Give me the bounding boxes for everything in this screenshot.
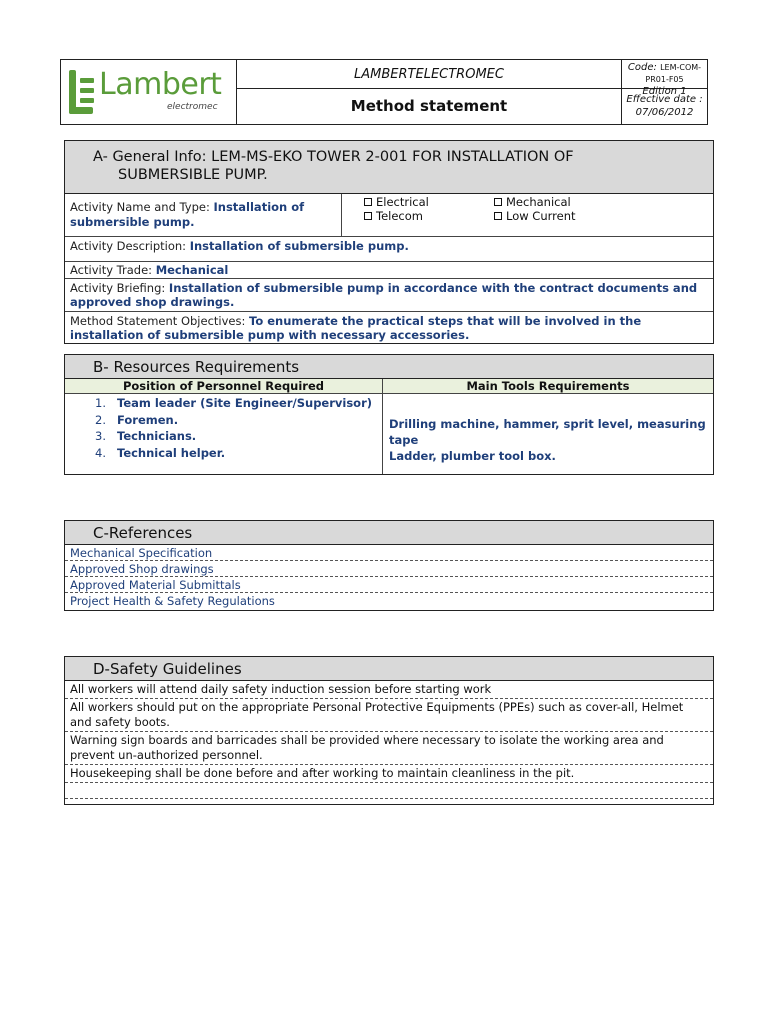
section-references [64,520,714,611]
activity-type-checkboxes [342,194,713,236]
checkbox-electrical-label: Electrical [376,195,429,209]
list-item: 2. Foremen. [95,412,179,427]
document-header [60,59,708,125]
activity-name-type: Activity Name and Type: Installation of submersible pump. [65,194,342,236]
checkbox-electrical[interactable] [364,195,429,209]
reference-item: Project Health & Safety Regulations [70,594,275,608]
code-label: Code: [627,62,657,73]
company-logo [67,66,233,118]
activity-trade-row [65,262,713,279]
section-d-heading: D-Safety Guidelines [65,657,713,681]
activity-briefing-row [65,279,713,312]
objectives-label: Method Statement Objectives: [70,314,250,328]
column-header-personnel: Position of Personnel Required [65,379,383,393]
title-cell [237,60,622,124]
checkbox-mechanical[interactable] [494,195,571,209]
section-a-heading [65,141,713,194]
checkbox-icon [364,212,372,220]
document-title: Method statement [350,97,508,115]
safety-empty-row [65,783,713,799]
activity-trade-label: Activity Trade: [70,263,156,277]
safety-item: All workers will attend daily safety induction session before starting work [65,681,713,699]
safety-item: Housekeeping shall be done before and after working to maintain cleanliness in the pit. [65,765,713,783]
effective-date-value: 07/06/2012 [635,107,694,118]
section-c-heading: C-References [65,521,713,545]
column-header-tools: Main Tools Requirements [466,379,630,393]
activity-name-type-label: Activity Name and Type: [70,200,214,214]
activity-description-row [65,237,713,262]
objectives-row [65,312,713,343]
checkbox-icon [494,198,502,206]
logo-wordmark: Lambert [99,67,222,102]
logo-cell [61,60,237,124]
lambert-logo-icon [67,68,97,116]
activity-description-value: Installation of submersible pump. [189,239,409,253]
checkbox-icon [494,212,502,220]
section-b-heading: B- Resources Requirements [65,355,713,379]
code-cell [622,60,707,124]
activity-name-type-value-2: submersible pump [70,215,191,229]
reference-item: Approved Material Submittals [65,577,713,593]
resources-body [65,394,713,474]
activity-name-type-row [65,194,713,237]
list-item: 3. Technicians. [95,429,197,443]
edition: Edition 1 [642,86,687,97]
resources-column-headers [65,379,713,394]
list-item: 1. Team leader (Site Engineer/Supervisor) [95,396,373,410]
company-name: LAMBERTELECTROMEC [237,60,621,89]
tools-line-2: Ladder, plumber tool box. [389,449,556,463]
code-block [622,60,707,97]
checkbox-telecom[interactable] [364,209,423,223]
tools-cell [383,394,713,474]
section-safety-guidelines [64,656,714,805]
safety-item: Warning sign boards and barricades shall be provided where necessary to isolate the working area and prevent un-authorized personnel. [65,732,713,765]
effective-date-block [622,89,707,124]
list-item: 4. Technical helper. [95,445,226,460]
objectives-value: To enumerate the practical steps that will be involved in the installation of submersible pump with necessary accessories. [70,314,642,342]
checkbox-icon [364,198,372,206]
safety-item: All workers should put on the appropriate Personal Protective Equipments (PPEs) such as cover-all, Helmet and safety boots. [65,699,713,732]
section-resources [64,354,714,475]
activity-name-type-value-1: Installation of [213,200,305,214]
reference-item: Approved Shop drawings [65,561,713,577]
activity-briefing-value: Installation of submersible pump in accordance with the contract documents and approved shop drawings. [70,281,698,309]
checkbox-mechanical-label: Mechanical [506,195,571,209]
tools-line-1: Drilling machine, hammer, sprit level, measuring tape [389,417,706,447]
activity-trade-value: Mechanical [155,263,229,277]
code-value: LEM-COM-PR01-F05 [645,63,702,84]
checkbox-low-current-label: Low Current [506,209,576,223]
personnel-list-cell [65,394,383,474]
logo-subtitle: electromec [167,102,218,112]
section-general-info [64,140,714,344]
activity-description-label: Activity Description: [70,239,190,253]
safety-empty-row [65,799,713,815]
section-a-heading-line1: A- General Info: LEM-MS-EKO TOWER 2-001 FOR INSTALLATION OF [93,149,574,165]
activity-briefing-label: Activity Briefing: [70,281,169,295]
reference-item: Mechanical Specification [65,545,713,561]
effective-date-label: Effective date : [626,94,703,105]
section-a-heading-line2: SUBMERSIBLE PUMP. [118,167,268,183]
checkbox-low-current[interactable] [494,209,576,223]
checkbox-telecom-label: Telecom [376,209,423,223]
personnel-list [95,395,382,461]
